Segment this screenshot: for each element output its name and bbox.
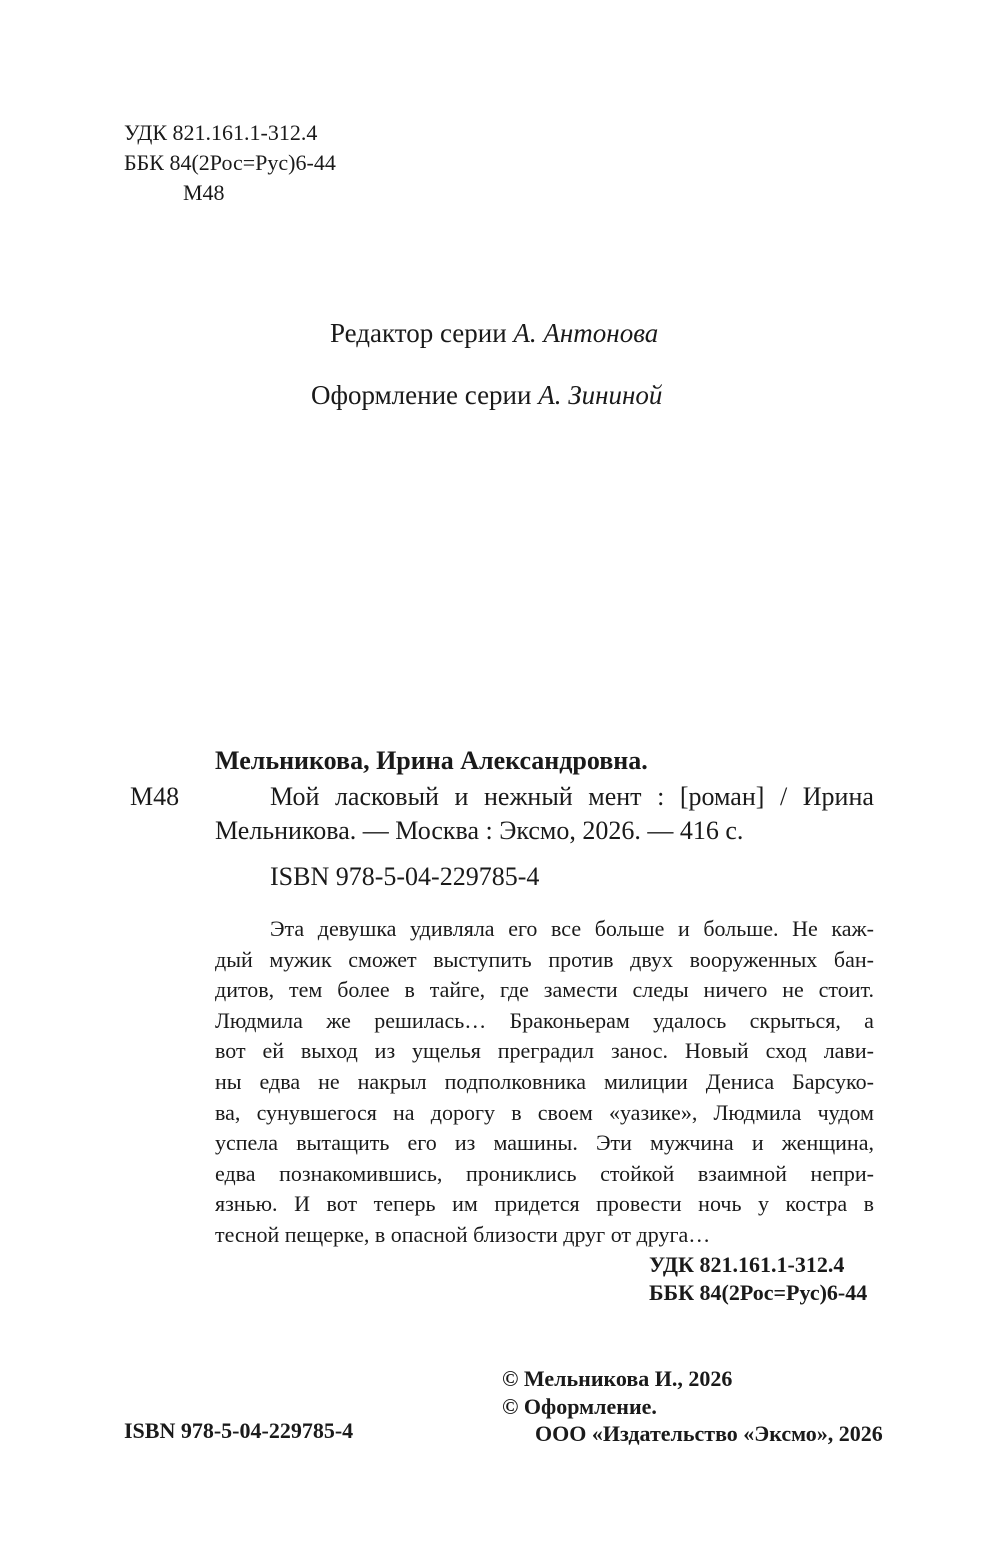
copyright-publisher: ООО «Издательство «Эксмо», 2026 [535,1421,883,1446]
annotation-word: ей [262,1038,284,1064]
catalog-author: Мельникова, Ирина Александровна. [215,746,648,775]
annotation-line [215,947,874,973]
annotation-word: выступить [433,946,532,972]
annotation-word: тесной пещерке, в опасной близости друг от друга… [215,1222,711,1247]
annotation-word: Дениса [705,1069,775,1094]
annotation-word: удивляла [410,916,495,941]
annotation-word: Барсуко- [792,1069,874,1094]
annotation-word: чудом [817,1099,874,1125]
catalog-title-word: мент [588,782,642,811]
series-design-line [311,380,662,411]
annotation-word: в [404,977,415,1003]
annotation-word: сход [765,1038,807,1064]
annotation-word: и [751,1130,764,1156]
annotation-word: больше [594,916,665,941]
annotation-word: из [454,1130,476,1156]
annotation-word: И [294,1191,310,1217]
annotation-word: стойкой [600,1160,675,1186]
annotation-line [270,916,874,942]
series-design-name: А. Зининой [538,380,663,410]
annotation-word: а [864,1007,874,1033]
annotation-word: мужчина [650,1130,734,1156]
annotation-word: прониклись [465,1160,577,1186]
annotation-word: в [511,1099,522,1125]
annotation-word: следы [632,977,689,1003]
annotation-word: теперь [373,1191,436,1217]
annotation-word: своем [537,1099,593,1125]
annotation-word: занос. [610,1038,668,1064]
annotation-word: у [758,1191,770,1217]
series-design-label: Оформление серии [311,380,532,410]
annotation-word: дый [215,946,253,972]
annotation-line [215,1100,874,1126]
annotation-word: провести [596,1191,682,1217]
annotation-word: не [782,977,804,1003]
catalog-title-word: / [779,782,788,811]
annotation-word: ничего [703,977,768,1003]
annotation-word: мужик [269,946,332,972]
catalog-imprint-line: Мельникова. — Москва : Эксмо, 2026. — 416 с. [215,816,744,845]
annotation-word: двух [630,946,674,972]
annotation-word: ночь [698,1191,742,1217]
annotation-word: «уазике», [608,1099,698,1125]
annotation-word: милиции [603,1069,688,1094]
annotation-word: Браконьерам [509,1007,630,1033]
annotation-line [215,1161,874,1187]
annotation-word: не [318,1069,340,1094]
annotation-word: замести [543,977,618,1003]
annotation-word: Людмила [713,1099,802,1125]
annotation-word: преградил [497,1038,595,1064]
annotation-word: в [863,1191,874,1217]
annotation-word: каж- [831,916,874,941]
annotation-word: дитов, [215,977,275,1003]
annotation-word: бан- [833,946,874,972]
udk-code-bottom: УДК 821.161.1-312.4 [649,1252,845,1277]
annotation-word: более [337,977,390,1003]
annotation-line [215,1008,874,1034]
copyright-design: © Оформление. [502,1394,657,1419]
annotation-word: тем [289,977,323,1003]
annotation-word: больше. [703,916,779,941]
udk-code-top: УДК 821.161.1-312.4 [124,120,318,145]
annotation-word: его [407,1130,437,1156]
annotation-word: дорогу [430,1099,495,1125]
annotation-word: ва, [215,1099,241,1125]
annotation-word: женщина, [781,1130,874,1156]
annotation-word: тайге, [429,977,486,1003]
catalog-title-word: : [657,782,665,811]
annotation-word: вот [326,1191,358,1217]
catalog-author-mark: М48 [130,782,180,811]
copyright-author: © Мельникова И., 2026 [502,1366,733,1391]
annotation-word: Эти [595,1130,632,1156]
annotation-word: и [677,916,690,941]
catalog-isbn: ISBN 978-5-04-229785-4 [270,862,540,891]
annotation-word: едва [215,1160,256,1186]
annotation-word: на [393,1099,415,1125]
annotation-word: против [548,946,614,972]
annotation-word: вооруженных [689,946,818,972]
annotation-word: Эта [270,916,305,941]
annotation-word: сможет [348,946,417,972]
catalog-title-word: Мой [270,782,320,811]
annotation-word: же [326,1007,351,1033]
annotation-line [215,1222,874,1248]
annotation-word: все [551,916,582,941]
annotation-word: лави- [823,1038,874,1064]
annotation-word: едва [259,1069,301,1094]
series-editor-name: А. Антонова [513,318,659,348]
annotation-word: ущелья [412,1038,481,1064]
isbn-bottom: ISBN 978-5-04-229785-4 [124,1418,354,1443]
annotation-word: его [508,916,538,941]
annotation-word: Новый [684,1038,749,1064]
annotation-word: девушка [317,916,397,941]
bbk-code-bottom: ББК 84(2Рос=Рус)6-44 [649,1280,868,1305]
annotation-word: Людмила [215,1007,303,1033]
annotation-word: из [374,1038,396,1064]
annotation-word: решилась… [374,1007,487,1033]
catalog-title-word: и [454,782,469,811]
annotation-word: им [452,1191,478,1217]
annotation-word: вот [215,1038,246,1064]
annotation-line [215,1038,874,1064]
annotation-word: сунувшегося [256,1099,377,1125]
annotation-word: накрыл [357,1069,427,1094]
annotation-word: язнью. [215,1191,278,1217]
catalog-title-word: Ирина [802,782,874,811]
annotation-word: где [500,977,529,1003]
annotation-word: стоит. [818,977,874,1003]
annotation-line [215,1191,874,1217]
annotation-word: придется [494,1191,580,1217]
series-editor-line [330,318,658,349]
annotation-word: костра [785,1191,848,1217]
catalog-title-line [270,782,874,812]
annotation-word: подполковника [444,1069,586,1094]
annotation-line [215,1069,874,1095]
series-editor-label: Редактор серии [330,318,507,348]
annotation-word: познакомившись, [279,1160,443,1186]
bbk-code-top: ББК 84(2Рос=Рус)6-44 [124,150,336,175]
catalog-title-word: [роман] [679,782,765,811]
annotation-line [215,977,874,1003]
catalog-title-word: ласковый [334,782,439,811]
annotation-word: успела [215,1130,279,1156]
annotation-word: Не [792,916,818,941]
annotation-word: непри- [810,1160,874,1186]
annotation-word: взаимной [697,1160,787,1186]
annotation-word: скрыться, [749,1007,841,1033]
annotation-word: выход [300,1038,358,1064]
catalog-title-word: нежный [483,782,573,811]
annotation-word: ны [215,1069,242,1094]
annotation-word: машины. [493,1130,578,1156]
annotation-line [215,1130,874,1156]
annotation-word: вытащить [296,1130,390,1156]
author-mark-top: М48 [183,180,225,205]
annotation-word: удалось [653,1007,727,1033]
